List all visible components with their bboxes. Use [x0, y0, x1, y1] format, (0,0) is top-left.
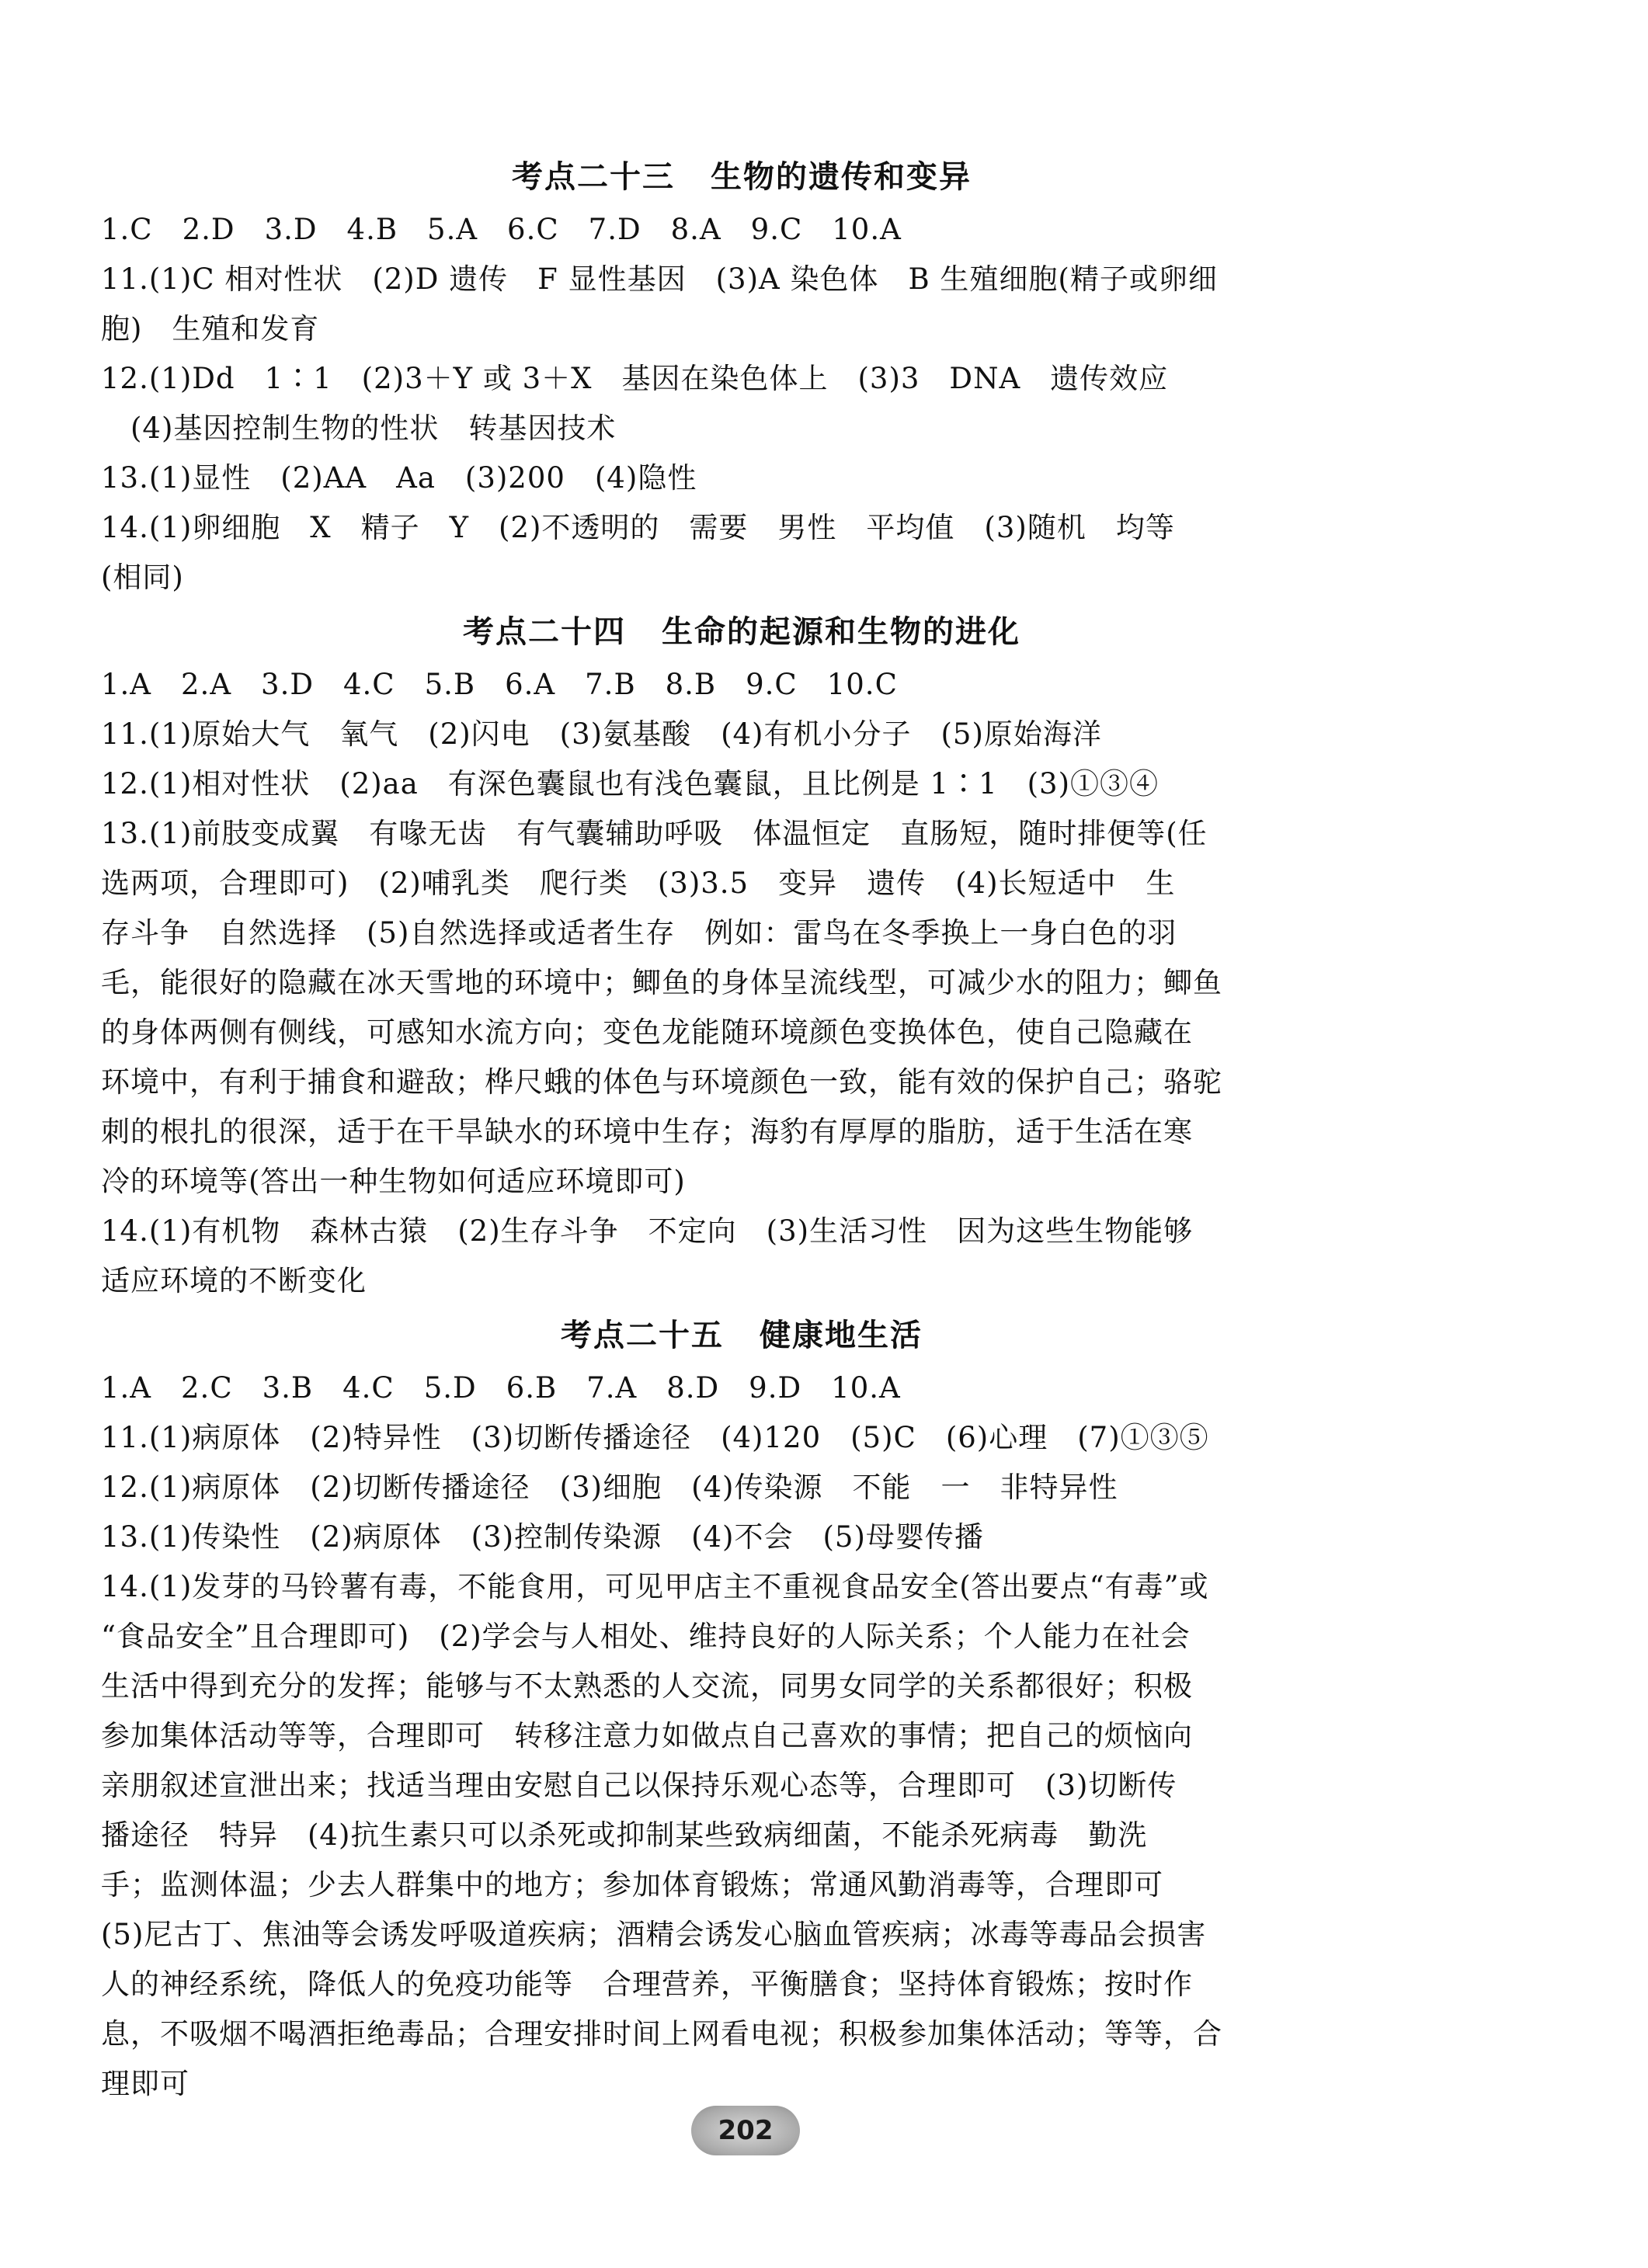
section-topic: 生物的遗传和变异	[711, 159, 972, 195]
answer-14: 14.(1)发芽的马铃薯有毒，不能食用，可见甲店主不重视食品安全(答出要点“有毒”或 “食品安全”且合理即可) (2)学会与人相处、维持良好的人际关系；个人能力在社会 生活中得到充分的发挥；能够与不太熟悉的人交流，同男女同学的关系都很好；积极 参加集体活动等等，合理即可 转移注意力如做点自己喜欢的事情；把自己的烦恼向 亲朋叙述宣泄出来；找适当理由安慰自己以保持乐观心态等，合理即可 (3)切断传 播途径 特异 (4)抗生素只可以杀死或抑制某些致病细菌，不能杀死病毒 勤洗 手；监测体温；少去人群集中的地方；参加体育锻炼；常通风勤消毒等，合理即可 (5)尼古丁、焦油等会诱发呼吸道疾病；酒精会诱发心脑血管疾病；冰毒等毒品会损害 人的神经系统，降低人的免疫功能等 合理营养，平衡膳食；坚持体育锻炼；按时作 息，不吸烟不喝酒拒绝毒品；合理安排时间上网看电视；积极参加集体活动；等等，合 理即可	[101, 1570, 1222, 2100]
answer-11: 11.(1)C 相对性状 (2)D 遗传 F 显性基因 (3)A 染色体 B 生殖细胞(精子或卵细 胞) 生殖和发育	[101, 262, 1218, 346]
answer-14: 14.(1)卵细胞 X 精子 Y (2)不透明的 需要 男性 平均值 (3)随机 均等 (相同)	[101, 511, 1175, 594]
section-topic: 健康地生活	[760, 1318, 923, 1353]
section-topic: 生命的起源和生物的进化	[662, 614, 1020, 650]
answer-14: 14.(1)有机物 森林古猿 (2)生存斗争 不定向 (3)生活习性 因为这些生物能够 适应环境的不断变化	[101, 1214, 1194, 1297]
section-23	[101, 154, 1382, 603]
page-number-badge	[691, 2106, 800, 2155]
answer-13: 13.(1)显性 (2)AA Aa (3)200 (4)隐性	[101, 461, 697, 495]
section-number: 考点二十三	[512, 159, 675, 195]
answer-13: 13.(1)传染性 (2)病原体 (3)控制传染源 (4)不会 (5)母婴传播	[101, 1520, 984, 1554]
answer-12: 12.(1)病原体 (2)切断传播途径 (3)细胞 (4)传染源 不能 一 非特异性	[101, 1471, 1118, 1504]
choice-answers: 1.A 2.C 3.B 4.C 5.D 6.B 7.A 8.D 9.D 10.A	[101, 1371, 901, 1405]
answer-12: 12.(1)相对性状 (2)aa 有深色囊鼠也有浅色囊鼠，且比例是 1∶1 (3)①③④	[101, 767, 1160, 801]
section-number: 考点二十五	[561, 1318, 724, 1353]
section-title	[101, 609, 1382, 655]
answer-13: 13.(1)前肢变成翼 有喙无齿 有气囊辅助呼吸 体温恒定 直肠短，随时排便等(任 选两项，合理即可) (2)哺乳类 爬行类 (3)3.5 变异 遗传 (4)长短适中 生 存斗争 自然选择 (5)自然选择或适者生存 例如：雷鸟在冬季换上一身白色的羽 毛，能很好的隐藏在冰天雪地的环境中；鲫鱼的身体呈流线型，可减少水的阻力；鲫鱼 的身体两侧有侧线，可感知水流方向；变色龙能随环境颜色变换体色，使自己隐藏在 环境中，有利于捕食和避敌；桦尺蛾的体色与环境颜色一致，能有效的保护自己；骆驼 刺的根扎的很深，适于在干旱缺水的环境中生存；海豹有厚厚的脂肪，适于生活在寒 冷的环境等(答出一种生物如何适应环境即可)	[101, 817, 1222, 1198]
page-number: 202	[718, 2115, 774, 2146]
choice-answers: 1.C 2.D 3.D 4.B 5.A 6.C 7.D 8.A 9.C 10.A	[101, 213, 902, 246]
answer-11: 11.(1)原始大气 氧气 (2)闪电 (3)氨基酸 (4)有机小分子 (5)原始海洋	[101, 717, 1102, 751]
section-title	[101, 1312, 1382, 1359]
section-title	[101, 154, 1382, 200]
section-number: 考点二十四	[463, 614, 626, 650]
choice-answers: 1.A 2.A 3.D 4.C 5.B 6.A 7.B 8.B 9.C 10.C	[101, 668, 898, 701]
section-25	[101, 1312, 1382, 2109]
answer-11: 11.(1)病原体 (2)特异性 (3)切断传播途径 (4)120 (5)C (6)心理 (7)①③⑤	[101, 1421, 1209, 1454]
answer-page	[101, 148, 1382, 2109]
answer-12: 12.(1)Dd 1∶1 (2)3＋Y 或 3＋X 基因在染色体上 (3)3 DNA 遗传效应 (4)基因控制生物的性状 转基因技术	[101, 362, 1169, 445]
section-24	[101, 609, 1382, 1306]
